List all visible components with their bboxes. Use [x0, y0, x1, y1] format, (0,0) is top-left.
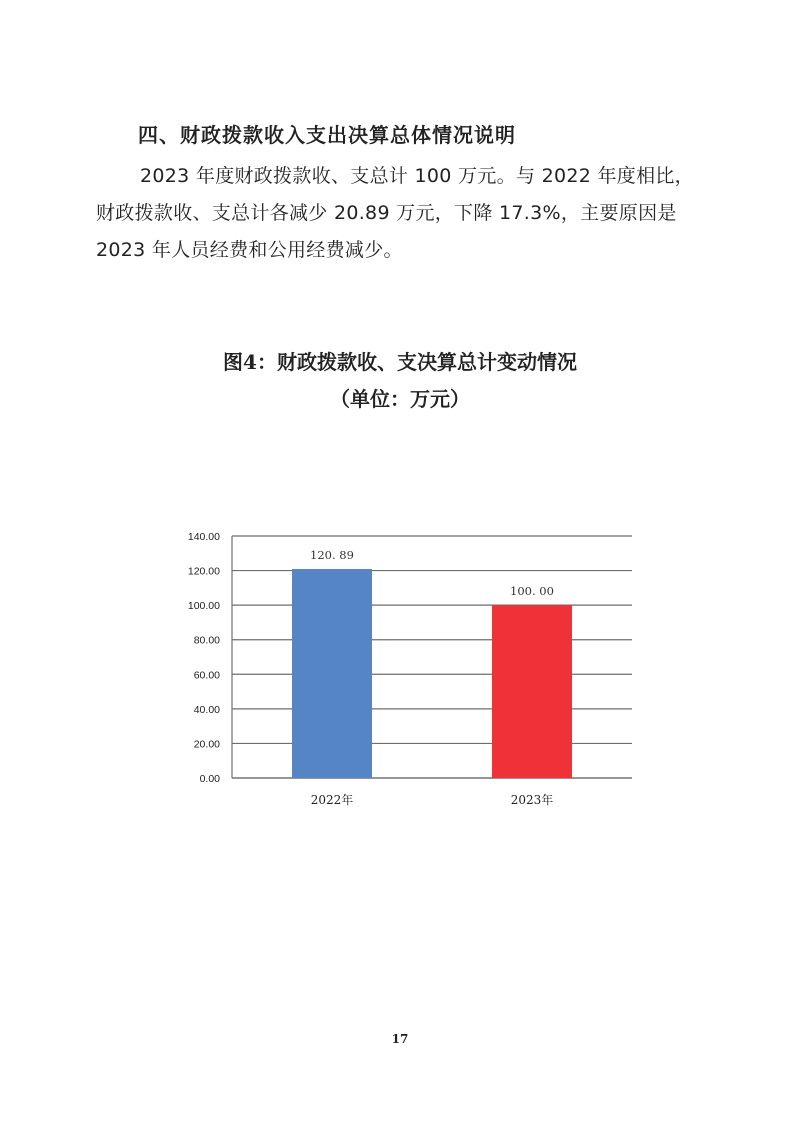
bar: [492, 605, 572, 778]
bar-chart: [180, 520, 650, 820]
data-label: 100. 00: [510, 584, 554, 599]
y-tick-label: 60.00: [193, 669, 220, 682]
x-tick-label: 2023年: [510, 793, 554, 807]
data-label: 120. 89: [310, 548, 354, 563]
y-tick-label: 100.00: [187, 600, 220, 613]
paragraph-line-2: 财政拨款收、支总计各减少 20.89 万元，下降 17.3%，主要原因是: [96, 202, 677, 224]
y-tick-label: 0.00: [199, 773, 220, 785]
figure-title: 图4：财政拨款收、支决算总计变动情况: [223, 350, 577, 374]
y-tick-label: 40.00: [193, 703, 220, 716]
paragraph-line-3: 2023 年人员经费和公用经费减少。: [96, 239, 403, 261]
x-tick-label: 2022年: [310, 793, 354, 807]
section-heading: 四、财政拨款收入支出决算总体情况说明: [138, 123, 516, 147]
y-tick-label: 140.00: [187, 531, 220, 543]
y-tick-label: 80.00: [193, 634, 220, 647]
bar: [292, 569, 372, 778]
figure-subtitle: （单位：万元）: [330, 387, 470, 411]
y-tick-label: 20.00: [193, 738, 220, 751]
y-tick-label: 120.00: [187, 565, 220, 578]
paragraph: [96, 158, 716, 269]
page-number: 17: [391, 1032, 409, 1046]
paragraph-line-1: 2023 年度财政拨款收、支总计 100 万元。与 2022 年度相比，: [140, 165, 694, 187]
